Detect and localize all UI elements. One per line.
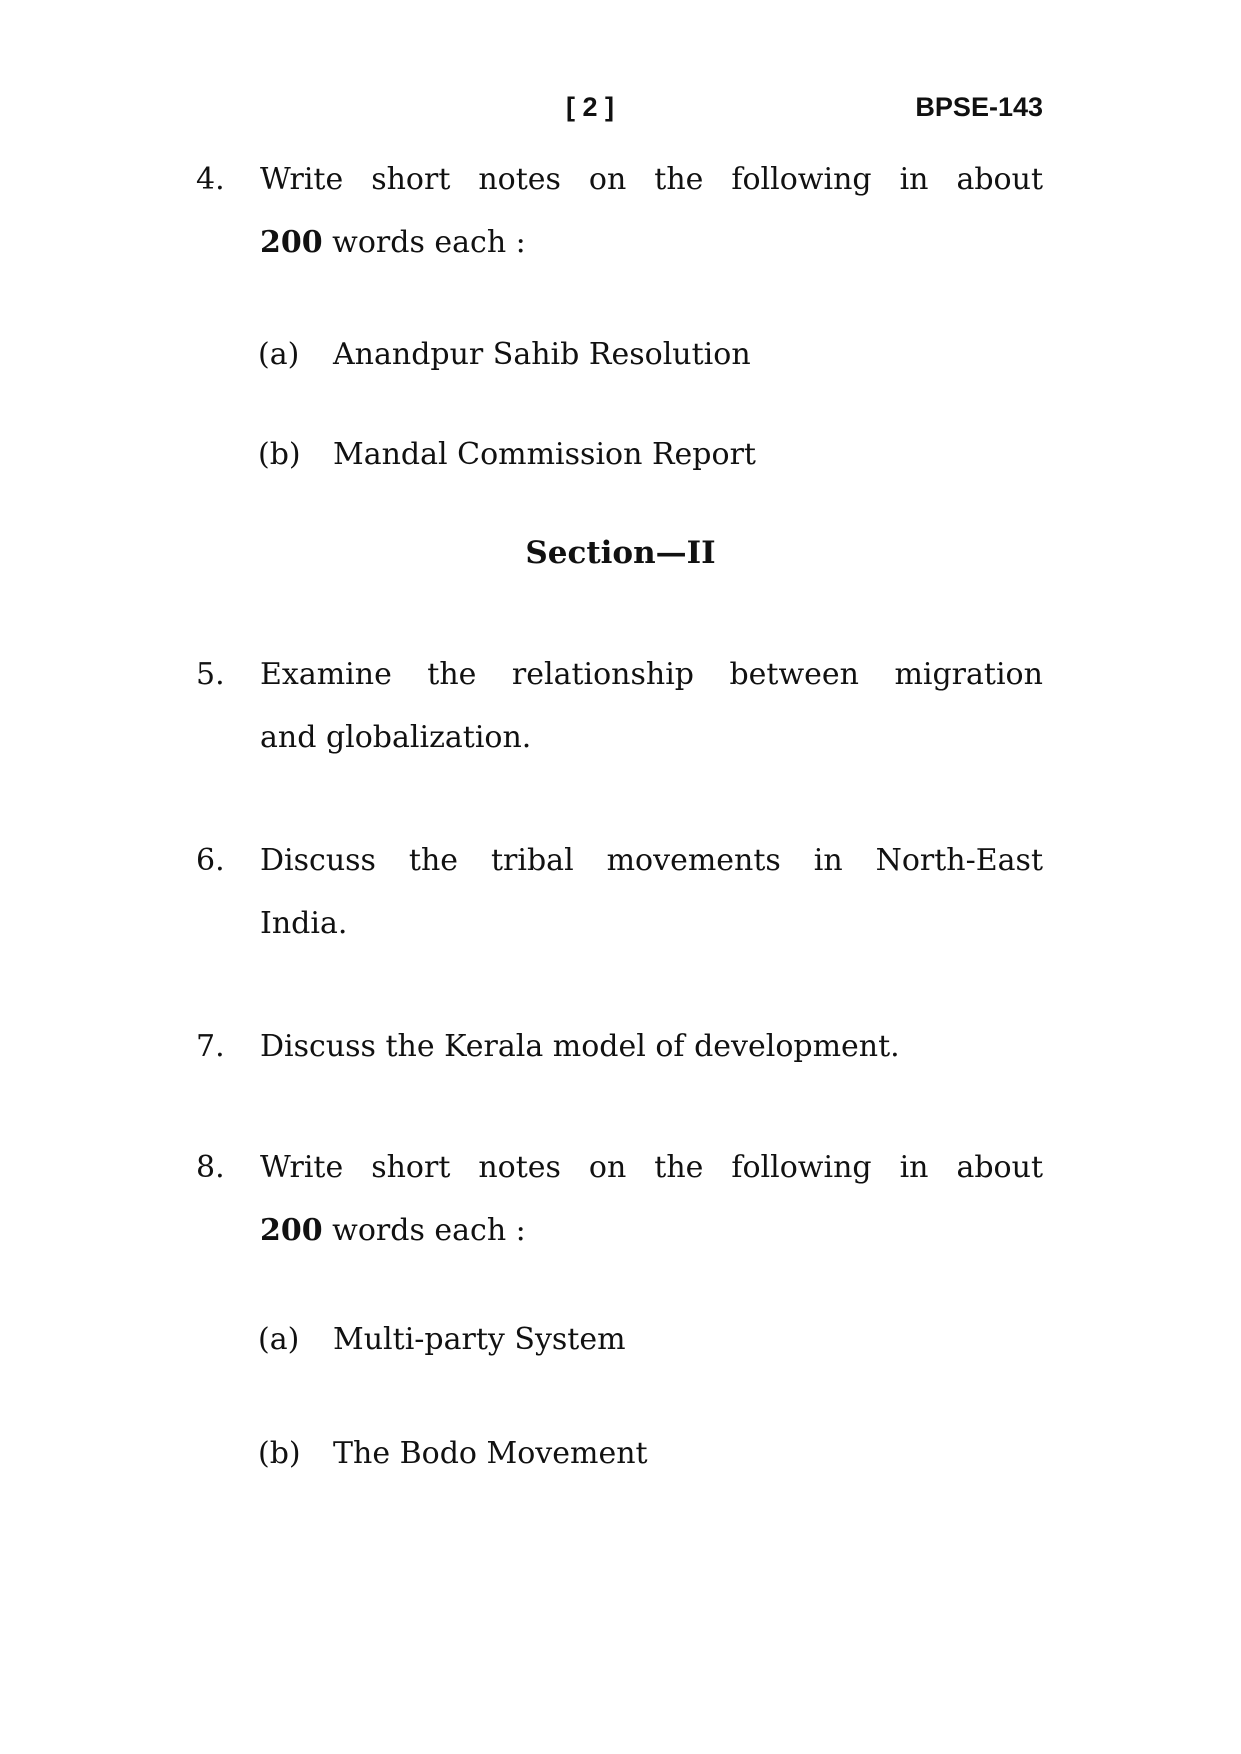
section-heading: Section—II [525,535,716,571]
question-number: 6. [196,843,225,878]
word-limit: 200 [260,225,323,260]
subpart-label: (a) [258,1322,300,1357]
subpart-label: (a) [258,337,300,372]
subpart-text: Mandal Commission Report [333,437,756,472]
question-text-line-1: Write short notes on the following in about [260,1150,1043,1185]
word-limit: 200 [260,1213,323,1248]
course-code: BPSE-143 [915,92,1043,122]
question-text-line-2: 200 words each : [260,225,526,260]
subpart-label: (b) [258,1436,301,1471]
subpart-text: The Bodo Movement [333,1436,648,1471]
question-text-line-2: and globalization. [260,720,532,755]
question-text-line-1: Write short notes on the following in about [260,162,1043,197]
question-number: 4. [196,162,225,197]
question-text-line-1: Discuss the Kerala model of development. [260,1029,900,1064]
subpart-text: Anandpur Sahib Resolution [333,337,751,372]
question-text-line-1: Discuss the tribal movements in North-East [260,843,1043,878]
question-number: 7. [196,1029,225,1064]
page-number: [ 2 ] [566,92,615,122]
subpart-text: Multi-party System [333,1322,626,1357]
question-text-line-2: India. [260,906,348,941]
question-text-line-2: 200 words each : [260,1213,526,1248]
question-text-line-1: Examine the relationship between migration [260,657,1043,692]
subpart-label: (b) [258,437,301,472]
question-number: 8. [196,1150,225,1185]
question-number: 5. [196,657,225,692]
